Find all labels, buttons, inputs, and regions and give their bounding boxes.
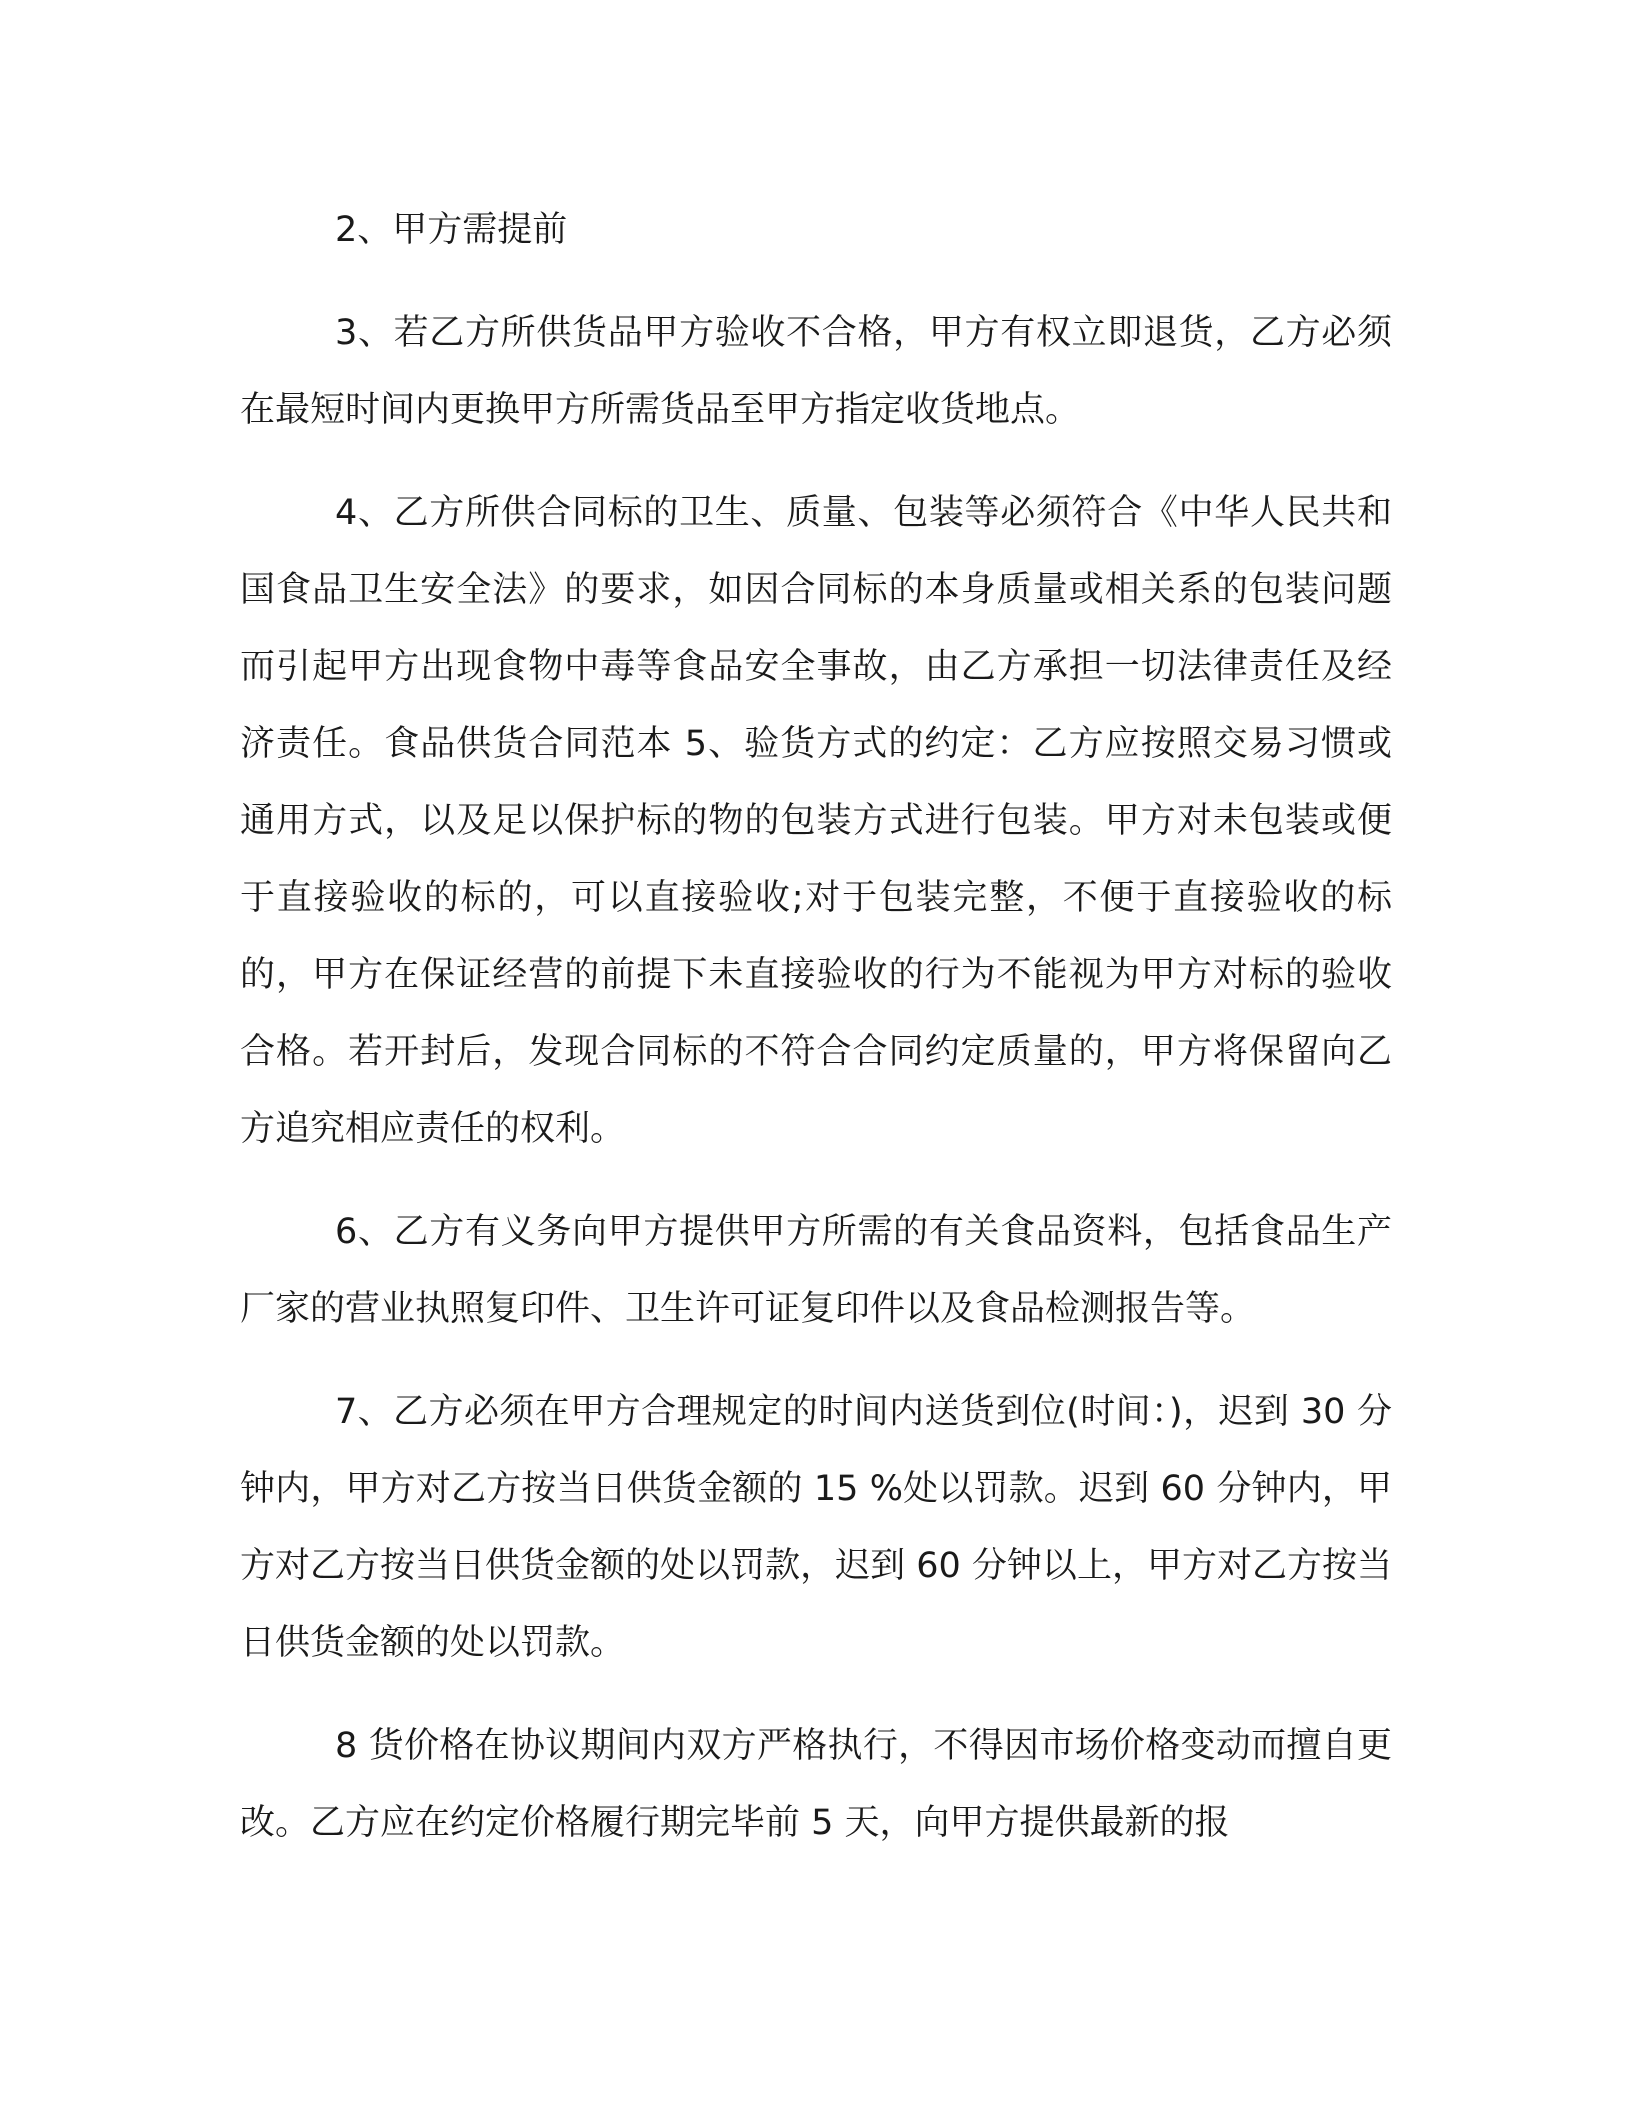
clause-4-5: 4、乙方所供合同标的卫生、质量、包装等必须符合《中华人民共和国食品卫生安全法》的要求，如因合同标的本身质量或相关系的包装问题而引起甲方出现食物中毒等食品安全事故，由乙方承担一切法律责任及经济责任。食品供货合同范本 5、验货方式的约定：乙方应按照交易习惯或通用方式，以及足以保护标的物的包装方式进行包装。甲方对未包装或便于直接验收的标的，可以直接验收;对于包装完整，不便于直接验收的标的，甲方在保证经营的前提下未直接验收的行为不能视为甲方对标的验收合格。若开封后，发现合同标的不符合合同约定质量的，甲方将保留向乙方追究相应责任的权利。 <box>240 493 1392 1149</box>
clause-6: 6、乙方有义务向甲方提供甲方所需的有关食品资料，包括食品生产厂家的营业执照复印件、卫生许可证复印件以及食品检测报告等。 <box>240 1212 1392 1329</box>
clause-3: 3、若乙方所供货品甲方验收不合格，甲方有权立即退货，乙方必须在最短时间内更换甲方所需货品至甲方指定收货地点。 <box>240 313 1392 430</box>
clause-2: 2、甲方需提前 <box>335 210 568 250</box>
document-body <box>240 192 1392 1862</box>
clause-7: 7、乙方必须在甲方合理规定的时间内送货到位(时间：)，迟到 30 分钟内，甲方对乙方按当日供货金额的 15 %处以罚款。迟到 60 分钟内，甲方对乙方按当日供货金额的处以罚款，迟到 60 分钟以上，甲方对乙方按当日供货金额的处以罚款。 <box>240 1392 1392 1663</box>
clause-8: 8 货价格在协议期间内双方严格执行，不得因市场价格变动而擅自更改。乙方应在约定价格履行期完毕前 5 天，向甲方提供最新的报 <box>240 1726 1392 1843</box>
